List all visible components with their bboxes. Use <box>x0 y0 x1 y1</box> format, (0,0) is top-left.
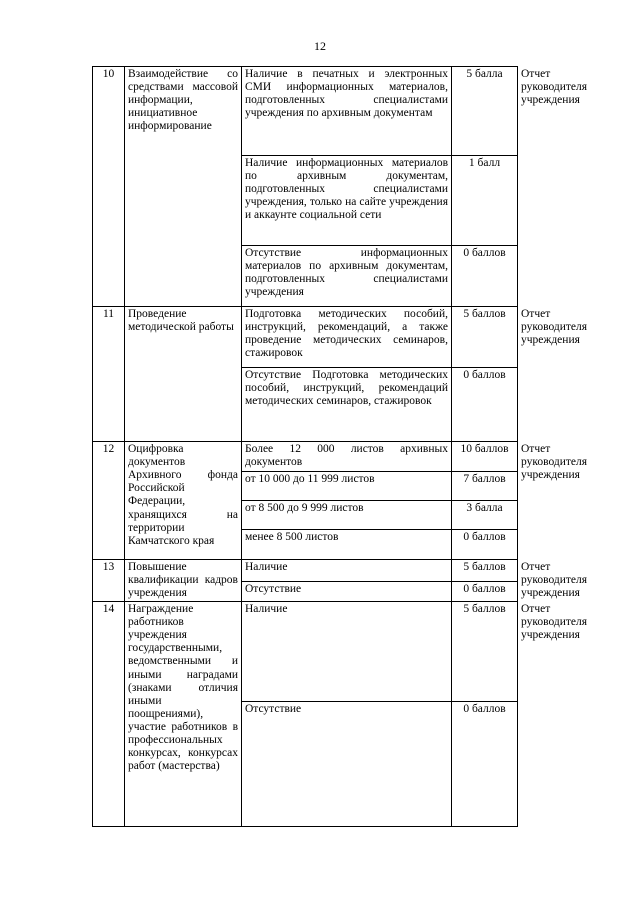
score-cell: 0 баллов <box>452 702 518 827</box>
indicator-cell: от 10 000 до 11 999 листов <box>242 472 452 501</box>
indicator-cell: от 8 500 до 9 999 листов <box>242 501 452 530</box>
table-row: 10 Взаимодействие со средствами массовой информации, инициативное информирование Наличие в печатных и электронных СМИ информационных материалов, подготовленных специалистами учреждения по архивным документам 5 балла Отчет руководителя учреждения <box>93 67 518 156</box>
indicator-cell: Подготовка методических пособий, инструкций, рекомендаций, а также проведение методических семинаров, стажировок <box>242 307 452 368</box>
score-cell: 5 баллов <box>452 602 518 702</box>
score-cell: 7 баллов <box>452 472 518 501</box>
score-cell: 0 баллов <box>452 530 518 560</box>
indicator-cell: Отсутствие информационных материалов по архивным документам, подготовленных специалистами учреждения <box>242 246 452 307</box>
score-cell: 3 балла <box>452 501 518 530</box>
criteria-table <box>92 66 588 827</box>
indicator-cell: Отсутствие <box>242 582 452 602</box>
page-number: 12 <box>314 39 326 53</box>
indicator-cell: Наличие <box>242 602 452 702</box>
table-row: 14 Награждение работников учреждения государственными, ведомственными и иными наградами (знаками отличия иными поощрениями), участие работников в профессиональных конкурсах, конкурсах работ (мастерства) Наличие 5 баллов Отчет руководителя учреждения <box>93 602 518 702</box>
criterion-name: Повышение квалификации кадров учреждения <box>125 560 242 602</box>
criterion-name: Проведение методической работы <box>125 307 242 442</box>
table-row: 13 Повышение квалификации кадров учреждения Наличие 5 баллов Отчет руководителя учреждения <box>93 560 518 582</box>
criterion-name: Взаимодействие со средствами массовой информации, инициативное информирование <box>125 67 242 307</box>
indicator-cell: Наличие информационных материалов по архивным документам, подготовленных специалистами учреждения, только на сайте учреждения и аккаунте социальной сети <box>242 156 452 246</box>
indicator-cell: Отсутствие <box>242 702 452 827</box>
score-cell: 0 баллов <box>452 368 518 442</box>
table-row: 11 Проведение методической работы Подготовка методических пособий, инструкций, рекомендаций, а также проведение методических семинаров, стажировок 5 баллов Отчет руководителя учреждения <box>93 307 518 368</box>
row-number: 11 <box>93 307 125 442</box>
row-number: 14 <box>93 602 125 827</box>
criterion-name: Награждение работников учреждения государственными, ведомственными и иными наградами (знаками отличия иными поощрениями), участие работников в профессиональных конкурсах, конкурсах работ (мастерства) <box>125 602 242 827</box>
score-cell: 0 баллов <box>452 246 518 307</box>
score-cell: 0 баллов <box>452 582 518 602</box>
indicator-cell: Наличие <box>242 560 452 582</box>
indicator-cell: Отсутствие Подготовка методических пособий, инструкций, рекомендаций методических семинаров, стажировок <box>242 368 452 442</box>
score-cell: 5 балла <box>452 67 518 156</box>
table-row: 12 Оцифровка документов Архивного фонда Российской Федерации, хранящихся на территории Камчатского края Более 12 000 листов архивных документов 10 баллов Отчет руководителя учреждения <box>93 442 518 472</box>
score-cell: 5 баллов <box>452 307 518 368</box>
indicator-cell: Более 12 000 листов архивных документов <box>242 442 452 472</box>
score-cell: 10 баллов <box>452 442 518 472</box>
row-number: 13 <box>93 560 125 602</box>
indicator-cell: Наличие в печатных и электронных СМИ информационных материалов, подготовленных специалистами учреждения по архивным документам <box>242 67 452 156</box>
row-number: 10 <box>93 67 125 307</box>
row-number: 12 <box>93 442 125 560</box>
indicator-cell: менее 8 500 листов <box>242 530 452 560</box>
score-cell: 5 баллов <box>452 560 518 582</box>
score-cell: 1 балл <box>452 156 518 246</box>
criterion-name: Оцифровка документов Архивного фонда Российской Федерации, хранящихся на территории Камчатского края <box>125 442 242 560</box>
